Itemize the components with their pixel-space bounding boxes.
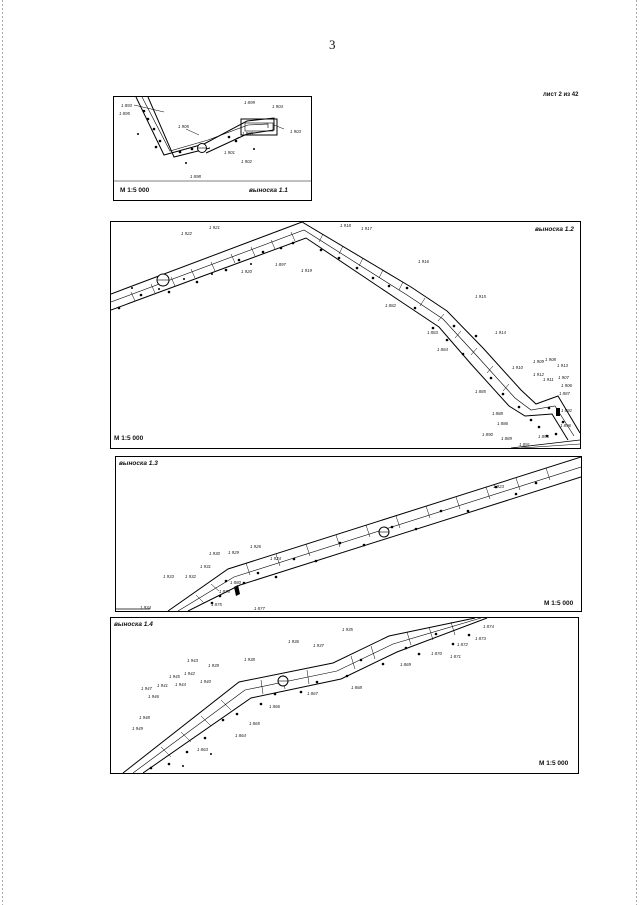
point-label: 1 900 [242, 131, 253, 136]
point-label: 1 939 [208, 663, 219, 668]
point-label: 1 913 [557, 363, 568, 368]
point-label: 1 935 [342, 627, 353, 632]
point-label: 1 887 [559, 391, 570, 396]
point-label: 1 893 [121, 103, 132, 108]
point-label: 1 923 [493, 484, 504, 489]
map-panel-callout-1-3 [115, 456, 582, 612]
point-label: 1 946 [148, 694, 159, 699]
left-page-edge [2, 0, 3, 905]
point-label: 1 947 [141, 686, 152, 691]
point-label: 1 922 [181, 231, 192, 236]
point-label: 1 884 [437, 347, 448, 352]
point-label: 1 889 [501, 436, 512, 441]
point-label: 1 930 [209, 551, 220, 556]
point-label: 1 917 [361, 226, 372, 231]
pipeline-corridor [111, 222, 580, 433]
point-label: 1 888 [492, 411, 503, 416]
right-page-edge [636, 0, 637, 905]
point-label: 1 949 [132, 726, 143, 731]
callout-label: выноска 1.1 [249, 187, 288, 194]
point-label: 1 902 [241, 159, 252, 164]
point-label: 1 904 [272, 104, 283, 109]
point-label: 1 936 [288, 639, 299, 644]
point-label: 1 894 [538, 434, 549, 439]
point-label: 1 945 [169, 674, 180, 679]
map-scale: М 1:5 000 [544, 600, 574, 607]
point-label: 1 875 [211, 602, 222, 607]
map-panel-callout-1-1 [113, 96, 312, 201]
point-label: 1 912 [533, 372, 544, 377]
point-label: 1 919 [301, 268, 312, 273]
callout-label: выноска 1.3 [119, 460, 158, 467]
map-drawing [111, 618, 578, 773]
point-label: 1 866 [269, 704, 280, 709]
hatching [131, 232, 509, 391]
map-panel-callout-1-4 [110, 617, 579, 774]
point-label: 1 940 [200, 679, 211, 684]
point-label: 1 891 [519, 442, 530, 447]
point-label: 1 870 [431, 651, 442, 656]
point-label: 1 898 [190, 174, 201, 179]
point-label: 1 924 [270, 556, 281, 561]
point-label: 1 874 [483, 624, 494, 629]
point-label: 1 890 [482, 432, 493, 437]
point-label: 1 931 [200, 564, 211, 569]
point-label: 1 921 [209, 225, 220, 230]
page-number: 3 [329, 37, 336, 52]
callout-label: выноска 1.2 [535, 226, 574, 233]
point-label: 1 883 [427, 330, 438, 335]
point-label: 1 865 [249, 721, 260, 726]
point-label: 1 896 [560, 423, 571, 428]
point-label: 1 938 [244, 657, 255, 662]
map-drawing [116, 457, 581, 611]
point-label: 1 903 [290, 129, 301, 134]
point-label: 1 901 [224, 150, 235, 155]
point-label: 1 937 [313, 643, 324, 648]
map-scale: М 1:5 000 [539, 760, 569, 767]
pipeline-corridor [168, 457, 581, 611]
map-drawing [111, 222, 580, 448]
point-label: 1 885 [475, 389, 486, 394]
point-label: 1 895 [119, 111, 130, 116]
sheet-label: лист 2 из 42 [543, 92, 579, 98]
point-label: 1 868 [351, 685, 362, 690]
point-label: 1 886 [497, 421, 508, 426]
point-label: 1 907 [558, 375, 569, 380]
point-label: 1 911 [543, 377, 554, 382]
point-label: 1 941 [157, 683, 168, 688]
point-label: 1 906 [561, 383, 572, 388]
survey-points [118, 242, 565, 438]
point-label: 1 892 [561, 408, 572, 413]
map-scale: М 1:5 000 [120, 187, 150, 194]
map-panel-callout-1-2 [110, 221, 581, 449]
point-label: 1 877 [254, 606, 265, 611]
map-drawing [114, 97, 311, 200]
point-label: 1 934 [140, 605, 151, 610]
valve-marker [556, 408, 560, 416]
point-label: 1 920 [241, 269, 252, 274]
point-label: 1 864 [235, 733, 246, 738]
point-label: 1 882 [385, 303, 396, 308]
point-label: 1 929 [228, 550, 239, 555]
point-label: 1 909 [533, 359, 544, 364]
point-label: 1 943 [187, 658, 198, 663]
point-label: 1 915 [475, 294, 486, 299]
point-label: 1 942 [184, 671, 195, 676]
point-label: 1 899 [244, 100, 255, 105]
map-scale: М 1:5 000 [114, 435, 144, 442]
point-label: 1 878 [219, 589, 230, 594]
valve-marker [234, 585, 240, 596]
point-label: 1 948 [139, 715, 150, 720]
point-label: 1 918 [340, 223, 351, 228]
point-label: 1 873 [475, 636, 486, 641]
point-label: 1 863 [197, 747, 208, 752]
point-label: 1 869 [400, 662, 411, 667]
point-label: 1 871 [450, 654, 461, 659]
point-label: 1 932 [185, 574, 196, 579]
point-label: 1 916 [418, 259, 429, 264]
point-label: 1 905 [178, 124, 189, 129]
point-label: 1 897 [275, 262, 286, 267]
point-label: 1 910 [512, 365, 523, 370]
point-label: 1 867 [307, 691, 318, 696]
point-label: 1 908 [545, 357, 556, 362]
point-label: 1 926 [250, 544, 261, 549]
callout-label: выноска 1.4 [114, 621, 153, 628]
point-label: 1 944 [175, 682, 186, 687]
pipeline-corridor [188, 477, 581, 611]
point-label: 1 933 [163, 574, 174, 579]
point-label: 1 880 [230, 580, 241, 585]
point-label: 1 872 [457, 642, 468, 647]
point-label: 1 914 [495, 330, 506, 335]
